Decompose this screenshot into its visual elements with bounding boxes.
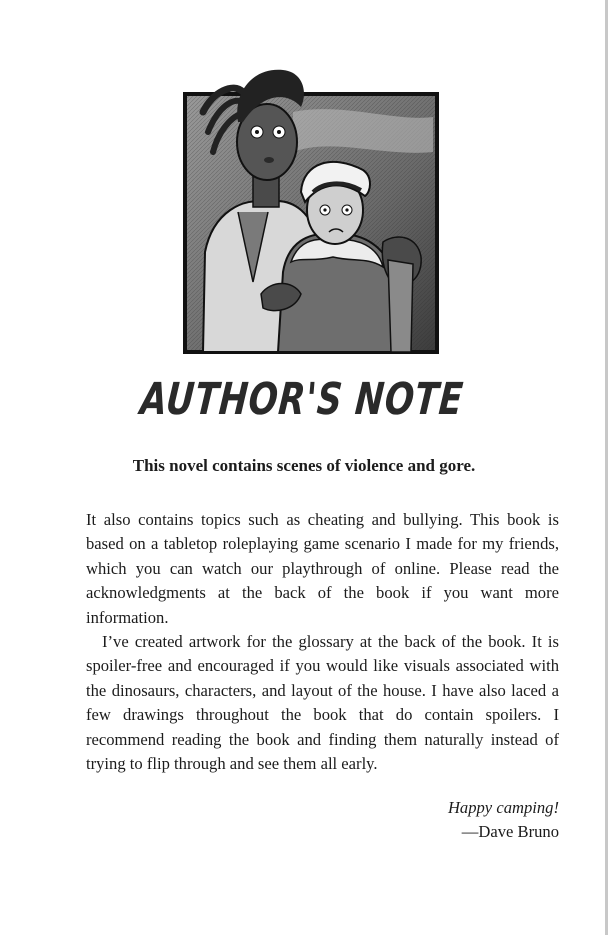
closing-line: Happy camping!: [447, 798, 559, 817]
content-warning: This novel contains scenes of violence and gore.: [132, 456, 476, 475]
signoff: [448, 796, 559, 845]
paragraph: It also contains topics such as cheating and bullying. This book is based on a tabletop roleplaying game scenario I made for my friends, which you can watch our playthrough of online. Please read the acknowledgments at the back of the book if you want more information.: [86, 510, 559, 627]
page-title: AUTHOR'S NOTE: [138, 374, 466, 425]
author-signature: —Dave Bruno: [461, 822, 559, 842]
illustration-two-characters: [183, 62, 441, 356]
paragraph: I’ve created artwork for the glossary at the back of the book. It is spoiler-free and encouraged if you would like visuals associated with the dinosaurs, characters, and layout of the house. I have also laced a few drawings throughout the book that do contain spoilers. I recommend reading the book and finding them naturally instead of trying to flip through and see them all early.: [86, 632, 559, 774]
note-body: [86, 508, 559, 776]
